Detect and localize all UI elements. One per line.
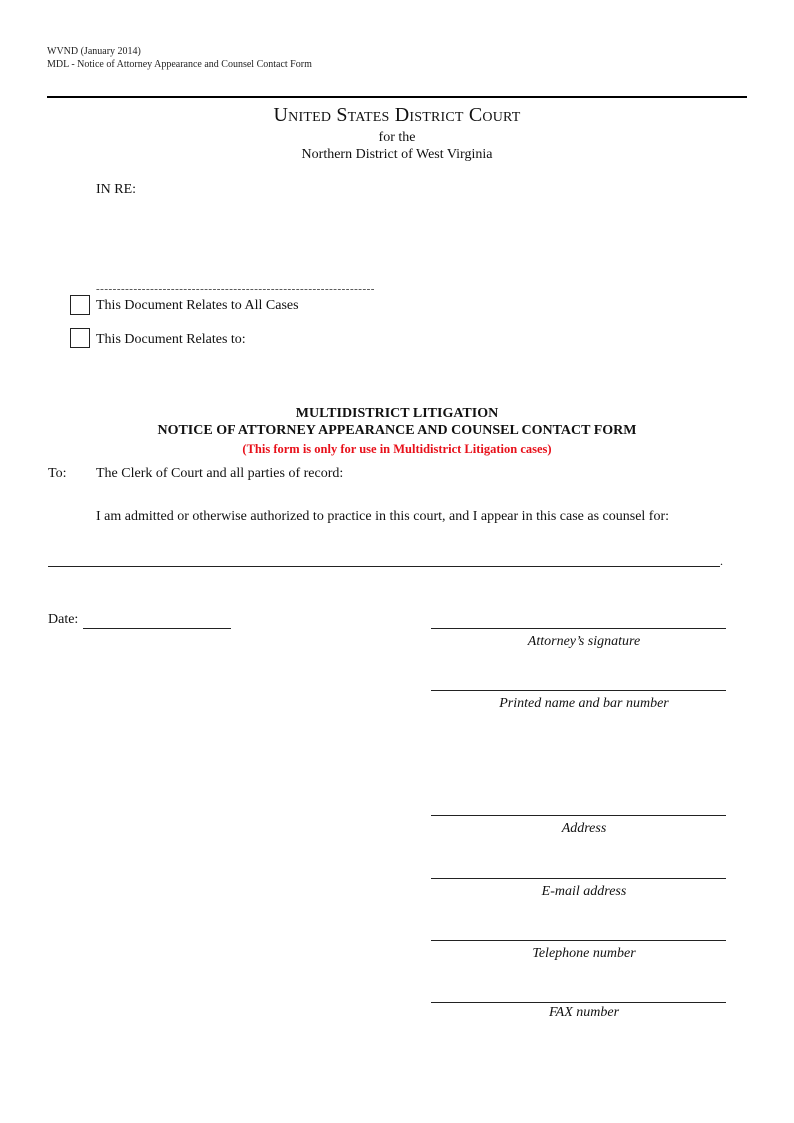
counsel-for-field[interactable] <box>48 566 720 567</box>
court-title <box>0 104 794 127</box>
district-name: Northern District of West Virginia <box>301 147 493 162</box>
telephone-field[interactable] <box>431 940 726 941</box>
specific-cases-label: This Document Relates to: <box>96 332 246 347</box>
for-the: for the <box>378 130 416 145</box>
appearance-statement: I am admitted or otherwise authorized to practice in this court, and I appear in this case as counsel for: <box>96 509 670 524</box>
to-text: The Clerk of Court and all parties of record: <box>96 466 344 481</box>
specific-cases-checkbox[interactable] <box>70 328 90 348</box>
mdl-use-note: (This form is only for use in Multidistrict Litigation cases) <box>242 442 552 456</box>
address-caption: Address <box>561 821 607 836</box>
all-cases-label: This Document Relates to All Cases <box>96 298 299 313</box>
case-divider: ------------------------------------------------------------------- <box>96 283 375 295</box>
all-cases-checkbox[interactable] <box>70 295 90 315</box>
printed-name-caption: Printed name and bar number <box>499 696 669 711</box>
court-title-word: District <box>394 104 464 126</box>
counsel-for-period: . <box>720 554 723 568</box>
address-field[interactable] <box>431 815 726 816</box>
fax-field[interactable] <box>431 1002 726 1003</box>
heading-mdl: MULTIDISTRICT LITIGATION <box>295 406 499 421</box>
heading-notice: NOTICE OF ATTORNEY APPEARANCE AND COUNSEL CONTACT FORM <box>157 423 637 438</box>
court-title-word: United <box>273 104 332 126</box>
form-id-line-1: WVND (January 2014) <box>47 46 141 57</box>
attorney-signature-caption: Attorney’s signature <box>527 634 641 649</box>
date-label: Date: <box>48 612 79 627</box>
form-id-line-2: MDL - Notice of Attorney Appearance and Counsel Contact Form <box>47 59 312 70</box>
header-rule <box>47 96 747 98</box>
attorney-signature-field[interactable] <box>431 628 726 629</box>
to-label: To: <box>48 466 67 481</box>
fax-caption: FAX number <box>548 1005 620 1020</box>
email-field[interactable] <box>431 878 726 879</box>
date-field[interactable] <box>83 628 231 629</box>
court-title-word: Court <box>468 104 521 126</box>
email-caption: E-mail address <box>541 884 627 899</box>
printed-name-field[interactable] <box>431 690 726 691</box>
court-title-word: States <box>336 104 390 126</box>
telephone-caption: Telephone number <box>532 946 636 961</box>
in-re-label: IN RE: <box>96 182 137 197</box>
